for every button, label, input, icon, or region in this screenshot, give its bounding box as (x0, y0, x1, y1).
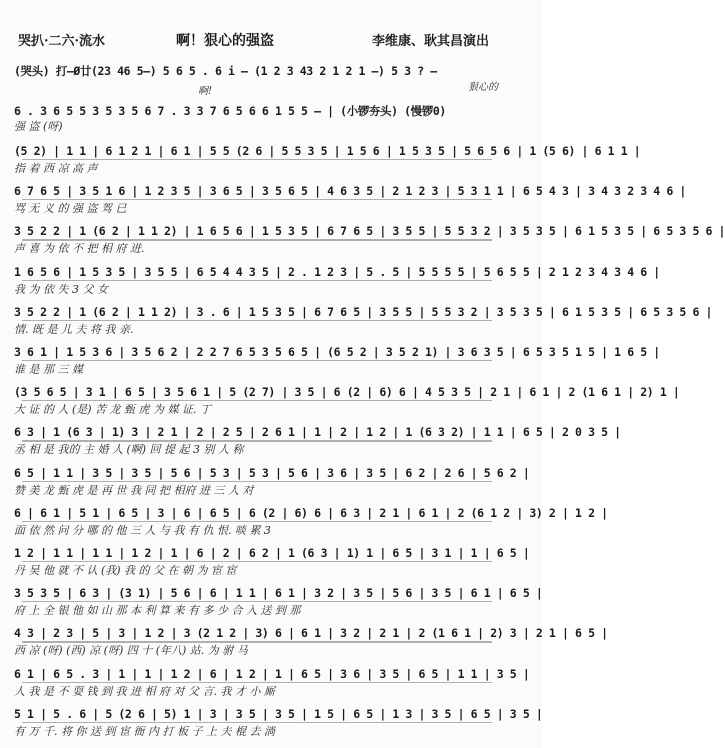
notation-row: 1 6 5 6 | 1 5 3 5 | 3 5 5 | 6 5 4 4 3 5 | 2 . 1 2 3 | 5 . 5 | 5 5 5 5 | 5 6 5 5 | 2 1 2 3 4 3 4 6 | (14, 264, 660, 279)
notation-row: 3 5 2 2 | 1 (6 2 | 1 1 2) | 1 6 5 6 | 1 5 3 5 | 6 7 6 5 | 3 5 5 | 5 5 3 2 | 3 5 3 5 | 6 1 5 3 5 | 6 5 3 5 6 | (14, 224, 725, 239)
beam-underline (22, 320, 492, 321)
lyric-row: 骂 无 义 的 强 盗 驾 已 (14, 202, 127, 216)
song-title: 啊！狠心的强盗 (176, 33, 274, 49)
beam-underline (22, 601, 492, 602)
notation-row: 6 7 6 5 | 3 5 1 6 | 1 2 3 5 | 3 6 5 | 3 5 6 5 | 4 6 3 5 | 2 1 2 3 | 5 3 1 1 | 6 5 4 3 | 3 4 3 2 3 4 6 | (14, 184, 686, 199)
genre-heading: 哭扒·二六·流水 (18, 34, 106, 49)
beam-underline (22, 199, 492, 200)
lyric-row: 声 喜 为 依 不 把 相 府 进. (14, 242, 145, 256)
lyric-row: 大 证 的 人 (是) 苦 龙 甄 虎 为 媒 证. 丁 (14, 403, 212, 417)
lyric-row: 西 凉 (呀) (西) 凉 (呀) 四 十 (年八) 站. 为 驸 马 (14, 644, 248, 658)
performer-credit: 李维康、耿其昌演出 (372, 34, 490, 49)
beam-underline (22, 239, 492, 240)
beam-underline (22, 159, 492, 160)
notation-row: 6 3 | 1 (6 3 | 1) 3 | 2 1 | 2 | 2 5 | 2 6 1 | 1 | 2 | 1 2 | 1 (6 3 2) | 1 1 | 6 5 | 2 0 3 5 | (14, 425, 621, 440)
notation-row: 1 2 | 1 1 | 1 1 | 1 2 | 1 | 6 | 2 | 6 2 | 1 (6 3 | 1) 1 | 6 5 | 3 1 | 1 | 6 5 | (14, 546, 530, 560)
intro-line-1: (哭头) 打―Ø廿(23 46 5―) 5 6 5 . 6 i ― (1 2 3 43 2 1 2 1 ―) 5 3 ? ― (14, 64, 437, 78)
lyric-row: 人 我 是 不 耍 钱 到 我 进 相 府 对 父 言. 我 才 小 厮 (14, 684, 275, 698)
lyric-row: 指 着 西 凉 高 声 (14, 162, 98, 175)
beam-underline (22, 280, 492, 281)
intro-aside: 啊! (198, 86, 213, 97)
notation-row: 5 1 | 5 . 6 | 5 (2 6 | 5) 1 | 3 | 3 5 | 3 5 | 1 5 | 6 5 | 1 3 | 3 5 | 6 5 | 3 5 | (14, 706, 543, 721)
notation-row: 3 5 2 2 | 1 (6 2 | 1 1 2) | 3 . 6 | 1 5 3 5 | 6 7 6 5 | 3 5 5 | 5 5 3 2 | 3 5 3 5 | 6 1 5 3 5 | 6 5 3 5 6 | (14, 304, 713, 319)
lyric-row: 丹 吴 他 就 不 认 (我) 我 的 父 在 朝 为 宦 宦 (14, 564, 237, 577)
lyric-row: 我 为 依 失 3 父 女 (14, 282, 108, 296)
beam-underline (22, 400, 492, 401)
notation-row: 6 1 | 6 5 . 3 | 1 | 1 | 1 2 | 6 | 1 2 | 1 | 6 5 | 3 6 | 3 5 | 6 5 | 1 1 | 3 5 | (14, 666, 530, 681)
beam-underline (22, 360, 492, 361)
lyric-row: 赞 美 龙 甄 虎 是 再 世 我 同 把 相府 进 三 人 对 (14, 483, 254, 497)
lyric-row: 丞 相 是 我的 主 婚 人 (啊) 回 提 起 3 别 人 称 (14, 443, 244, 457)
beam-underline (22, 641, 492, 642)
intro-line-2: 6 . 3 6 5 5 3 5 3 5 6 7 . 3 3 7 6 5 6 6 1 5 5 ― | (小锣夯头) (慢锣0) (14, 104, 446, 118)
beam-underline (22, 481, 492, 482)
notation-row: (5 2) | 1 1 | 6 1 2 1 | 6 1 | 5 5 (2 6 | 5 5 3 5 | 1 5 6 | 1 5 3 5 | 5 6 5 6 | 1 (5 6) | 6 1 1 | (14, 144, 641, 158)
notation-row: (3 5 6 5 | 3 1 | 6 5 | 3 5 6 1 | 5 (2 7) | 3 5 | 6 (2 | 6) 6 | 4 5 3 5 | 2 1 | 6 1 | 2 (1 6 1 | 2) 1 | (14, 385, 680, 400)
beam-underline (22, 682, 492, 683)
notation-row: 4 3 | 2 3 | 5 | 3 | 1 2 | 3 (2 1 2 | 3) 6 | 6 1 | 3 2 | 2 1 | 2 (1 6 1 | 2) 3 | 2 1 | 6 5 | (14, 626, 608, 641)
lyric-row: 情. 既 是 儿 夫 将 我 亲. (14, 322, 134, 336)
notation-row: 3 6 1 | 1 5 3 6 | 3 5 6 2 | 2 2 7 6 5 3 5 6 5 | (6 5 2 | 3 5 2 1) | 3 6 3 5 | 6 5 3 5 1 5 | 1 6 5 | (14, 345, 660, 359)
notation-row: 6 5 | 1 1 | 3 5 | 3 5 | 5 6 | 5 3 | 5 3 | 5 6 | 3 6 | 3 5 | 6 2 | 2 6 | 5 6 2 | (14, 465, 530, 480)
beam-underline (22, 521, 492, 522)
beam-underline (22, 440, 492, 441)
intro-side-lyric: 狠心的 (468, 82, 498, 93)
lyric-row: 府 上 全 银 他 如 山 那 本 利 算 来 有 多 少 合 入 送 到 那 (14, 604, 301, 618)
lyric-row: 面 依 然 问 分 哪 的 他 三 人 与 我 有 仇 恨. 啖 累 3 (14, 523, 271, 537)
beam-underline (22, 722, 492, 723)
intro-line-2-lyric: 强 盗 (呀) (14, 120, 63, 133)
notation-row: 3 5 3 5 | 6 3 | (3 1) | 5 6 | 6 | 1 1 | 6 1 | 3 2 | 3 5 | 5 6 | 3 5 | 6 1 | 6 5 | (14, 586, 543, 601)
notation-row: 6 | 6 1 | 5 1 | 6 5 | 3 | 6 | 6 5 | 6 (2 | 6) 6 | 6 3 | 2 1 | 6 1 | 2 (6 1 2 | 3) 2 | 1 2 | (14, 505, 608, 520)
lyric-row: 谁 是 那 三 媒 (14, 363, 83, 376)
beam-underline (22, 561, 492, 562)
lyric-row: 有 万 千. 将 你 送 到 宦 衙 内 打 板 子 上 夫 棍 去 淌 (14, 724, 275, 738)
